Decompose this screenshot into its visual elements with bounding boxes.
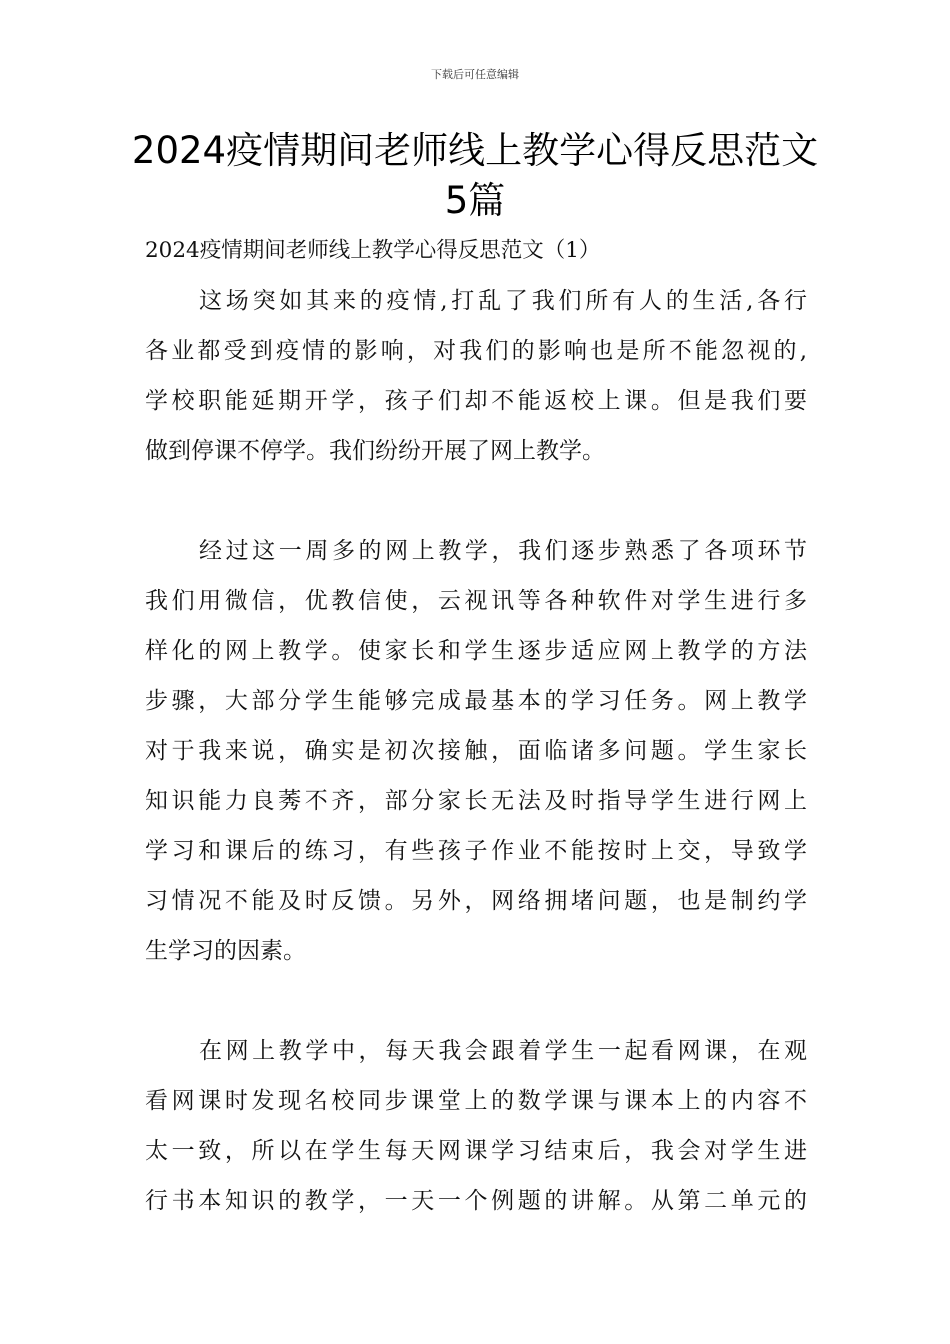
paragraph-line: 步骤，大部分学生能够完成最基本的学习任务。网上教学 <box>145 688 807 714</box>
paragraph-line: 习情况不能及时反馈。另外，网络拥堵问题，也是制约学 <box>145 888 807 914</box>
document-body <box>145 226 807 1226</box>
paragraph-line: 这场突如其来的疫情,打乱了我们所有人的生活,各行 <box>199 288 807 314</box>
paragraph-line: 对于我来说，确实是初次接触，面临诸多问题。学生家长 <box>145 738 807 764</box>
header-note: 下载后可任意编辑 <box>431 68 519 81</box>
paragraph-spacer <box>145 476 807 526</box>
paragraph-line: 学习和课后的练习，有些孩子作业不能按时上交，导致学 <box>145 838 807 864</box>
paragraph-line: 行书本知识的教学，一天一个例题的讲解。从第二单元的 <box>145 1188 807 1214</box>
paragraph-line: 看网课时发现名校同步课堂上的数学课与课本上的内容不 <box>145 1088 807 1114</box>
paragraph-line: 我们用微信，优教信使，云视讯等各种软件对学生进行多 <box>145 588 807 614</box>
paragraph-line: 样化的网上教学。使家长和学生逐步适应网上教学的方法 <box>145 638 807 664</box>
title-line: 2024疫情期间老师线上教学心得反思范文 <box>131 129 819 172</box>
paragraph <box>145 1026 807 1226</box>
paragraph-line: 生学习的因素。 <box>145 938 306 964</box>
paragraph-line: 学校职能延期开学，孩子们却不能返校上课。但是我们要 <box>145 388 807 414</box>
paragraph-line: 各业都受到疫情的影响，对我们的影响也是所不能忽视的, <box>145 338 807 364</box>
paragraph-line: 做到停课不停学。我们纷纷开展了网上教学。 <box>145 438 605 464</box>
title-line: 5篇 <box>444 179 506 222</box>
section-heading: 2024疫情期间老师线上教学心得反思范文（1） <box>145 238 601 263</box>
document-title <box>100 126 850 226</box>
paragraph-line: 太一致，所以在学生每天网课学习结束后，我会对学生进 <box>145 1138 807 1164</box>
paragraph-line: 知识能力良莠不齐，部分家长无法及时指导学生进行网上 <box>145 788 807 814</box>
paragraph <box>145 526 807 976</box>
paragraph-line: 经过这一周多的网上教学，我们逐步熟悉了各项环节 <box>199 538 807 564</box>
paragraph <box>145 276 807 476</box>
paragraph-spacer <box>145 976 807 1026</box>
paragraph-line: 在网上教学中，每天我会跟着学生一起看网课，在观 <box>199 1038 807 1064</box>
